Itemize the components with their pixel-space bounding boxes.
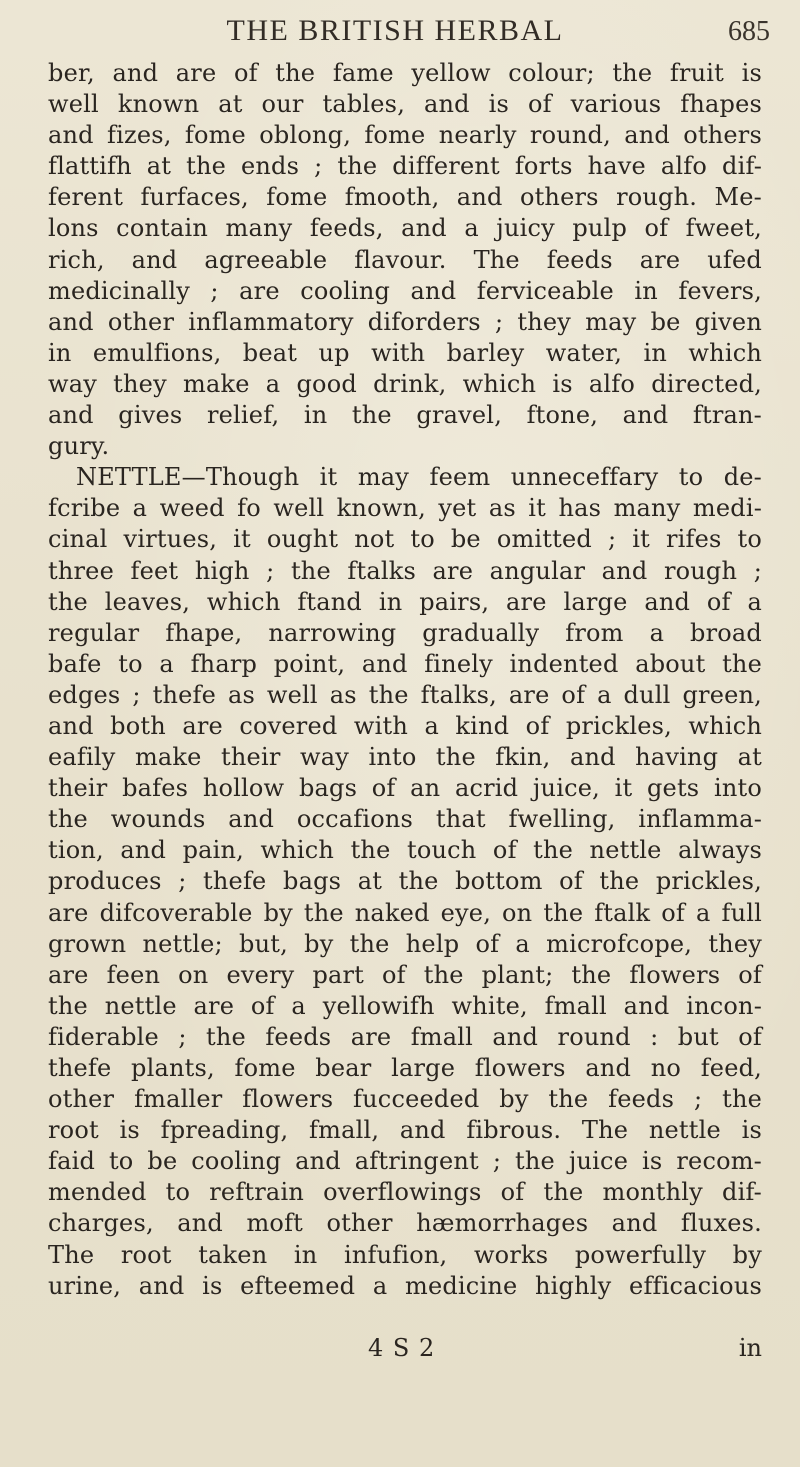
paragraph-end-line: gury. (48, 432, 110, 461)
text-line: in emulfions, beat up with barley water, in which (48, 338, 762, 367)
running-head (50, 14, 770, 50)
text-line: medicinally ; are cooling and ferviceable in fevers, (48, 276, 762, 305)
text-line: the nettle are of a yellowifh white, fmall and incon- (48, 991, 762, 1020)
text-line: charges, and moft other hæmorrhages and fluxes. (48, 1209, 762, 1238)
page-footer (48, 1334, 762, 1368)
nettle-heading-line: NETTLE—Though it may feem unneceffary to de- (76, 463, 762, 492)
text-line: edges ; thefe as well as the ftalks, are of a dull green, (48, 680, 762, 709)
text-line: faid to be cooling and aftringent ; the juice is recom- (48, 1147, 762, 1176)
catchword: in (738, 1334, 762, 1362)
text-line: their bafes hollow bags of an acrid juice, it gets into (48, 774, 762, 803)
body-text (48, 58, 762, 1302)
text-line: well known at our tables, and is of various fhapes (48, 90, 762, 119)
text-line: cinal virtues, it ought not to be omitted ; it rifes to (48, 525, 762, 554)
text-line: tion, and pain, which the touch of the nettle always (48, 836, 762, 865)
text-line: ber, and are of the fame yellow colour; the fruit is (48, 59, 762, 87)
text-line: thefe plants, fome bear large flowers and no feed, (48, 1054, 762, 1082)
text-line: and both are covered with a kind of prickles, which (48, 711, 762, 740)
text-line: are difcoverable by the naked eye, on the ftalk of a full (48, 898, 762, 927)
text-line: the wounds and occafions that fwelling, inflamma- (48, 805, 762, 834)
text-line: three feet high ; the ftalks are angular and rough ; (48, 556, 762, 585)
text-line: mended to reftrain overflowings of the monthly dif- (48, 1178, 762, 1207)
text-line: fcribe a weed fo well known, yet as it has many medi- (48, 494, 762, 523)
text-line: and other inflammatory diforders ; they may be given (48, 307, 762, 336)
text-line: other fmaller flowers fucceeded by the feeds ; the (48, 1085, 762, 1114)
text-line: ferent furfaces, fome fmooth, and others rough. Me- (48, 183, 762, 212)
running-title: THE BRITISH HERBAL (226, 14, 564, 47)
text-line: urine, and is efteemed a medicine highly efficacious (48, 1271, 762, 1300)
text-line: way they make a good drink, which is alfo directed, (48, 369, 762, 398)
page-number: 685 (728, 16, 770, 47)
text-line: rich, and agreeable flavour. The feeds are ufed (48, 245, 762, 274)
text-line: flattifh at the ends ; the different forts have alfo dif- (48, 152, 762, 181)
text-line: grown nettle; but, by the help of a microfcope, they (48, 929, 762, 958)
text-line: produces ; thefe bags at the bottom of the prickles, (48, 867, 762, 896)
text-line: the leaves, which ftand in pairs, are large and of a (48, 587, 762, 616)
text-line: and fizes, fome oblong, fome nearly round, and others (48, 121, 762, 150)
text-line: bafe to a fharp point, and finely indented about the (48, 649, 762, 678)
text-line: The root taken in infufion, works powerfully by (48, 1240, 762, 1269)
text-line: eafily make their way into the fkin, and having at (48, 743, 762, 772)
text-line: root is fpreading, fmall, and fibrous. The nettle is (48, 1116, 762, 1145)
signature-mark: 4 S 2 (368, 1334, 436, 1362)
text-line: are feen on every part of the plant; the flowers of (48, 960, 762, 989)
text-line: lons contain many feeds, and a juicy pulp of fweet, (48, 214, 762, 243)
text-line: fiderable ; the feeds are fmall and round : but of (48, 1022, 762, 1051)
text-line: regular fhape, narrowing gradually from a broad (48, 618, 762, 647)
text-line: and gives relief, in the gravel, ftone, and ftran- (48, 401, 762, 430)
